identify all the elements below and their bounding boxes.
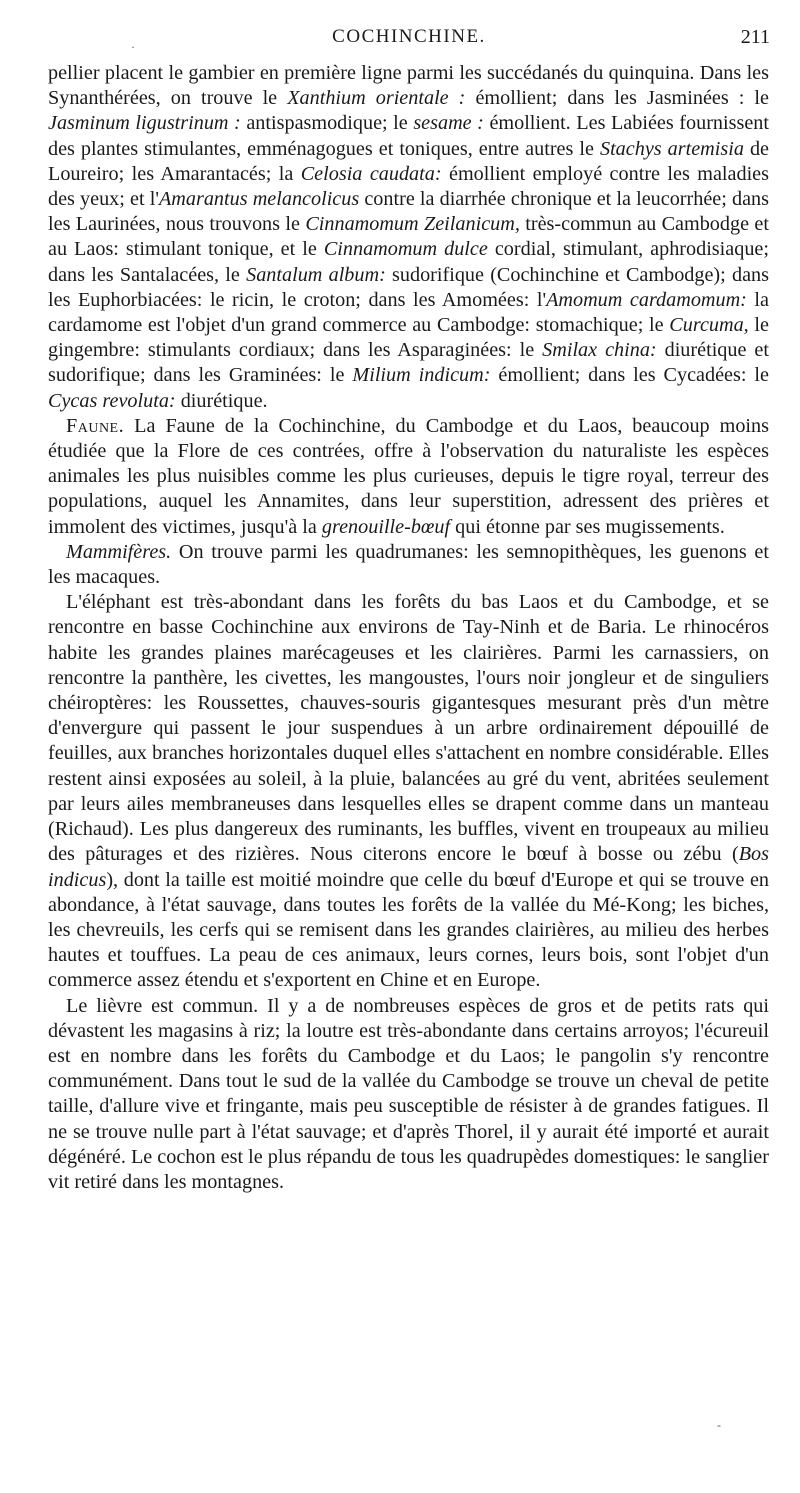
italic-term: Cycas revoluta:: [48, 389, 176, 412]
italic-term: grenouille-bœuf: [321, 515, 451, 538]
text-run: On trouve parmi les quadrumanes: les semnopithèques, les guenons et les macaques.: [48, 540, 769, 589]
text-run: émollient. Les Labiées fournissent des plantes stimulantes, emménagogues et toniques, entre autres le: [48, 112, 770, 160]
italic-term: Mammifères.: [66, 540, 172, 563]
text-run: émollient; dans les Cycadées: le: [490, 364, 770, 387]
italic-term: Smilax china:: [542, 339, 657, 362]
text-run: antispasmodique; le: [240, 112, 414, 135]
text-run: la cardamome est l'objet d'un grand commerce au Cambodge: stomachique; le: [48, 288, 769, 337]
italic-term: Milium indicum:: [352, 364, 491, 387]
italic-term: Cinnamomum Zeilanicum,: [305, 213, 520, 236]
text-run: cordial, stimulant, aphrodisiaque; dans les Santalacées, le: [48, 238, 769, 286]
paragraph: [48, 994, 769, 1196]
italic-term: Curcuma,: [669, 314, 749, 337]
text-run: diurétique et sudorifique; dans les Graminées: le: [48, 339, 769, 387]
running-title: COCHINCHINE.: [332, 26, 486, 47]
paragraph-mammiferes: [48, 540, 769, 590]
text-run: contre la diarrhée chronique et la leucorrhée; dans les Laurinées, nous trouvons le: [48, 188, 770, 236]
text-run: sudorifique (Cochinchine et Cambodge); dans les Euphorbiacées: le ricin, le croton; dans les Amomées: l': [48, 263, 769, 311]
italic-term: Amarantus melancolicus: [158, 188, 360, 211]
text-run: le gingembre: stimulants cordiaux; dans les Asparaginées: le: [48, 314, 769, 362]
text-run: diurétique.: [175, 389, 268, 412]
italic-term: Santalum album:: [246, 263, 386, 286]
text-run: qui étonne par ses mugissements.: [450, 515, 725, 538]
page-header: [48, 26, 770, 56]
italic-term: Celosia caudata:: [300, 162, 442, 185]
section-heading-inline: Faune.: [66, 414, 125, 437]
italic-term: sesame :: [413, 112, 484, 135]
paragraph: [48, 590, 769, 993]
print-speck: -: [717, 1418, 721, 1432]
text-run: émollient; dans les Jasminées : le: [465, 87, 769, 110]
italic-term: Cinnamomum dulce: [323, 238, 488, 261]
italic-term: Jasminum ligustrinum :: [48, 112, 241, 135]
text-run: émollient employé contre les maladies des yeux; et l': [48, 162, 769, 211]
text-run: La Faune de la Cochinchine, du Cambodge et du Laos, beaucoup moins étudiée que la Flore de ces contrées, offre à l'observation du naturaliste les espèces animales les plus nuisibles comme les plus curieuses, depuis le tigre royal, terreur des populations, auquel les Annamites, dans leur superstition, adressent des prières et immolent des victimes, jusqu'à la: [48, 414, 769, 538]
print-speck: ·: [131, 40, 135, 54]
italic-term: Xanthium orientale :: [287, 87, 466, 110]
text-run: très-commun au Cambodge et au Laos: stimulant tonique, et le: [48, 213, 769, 261]
text-run: pellier placent le gambier en première ligne parmi les succédanés du quinquina. Dans les Synanthérées, on trouve le: [48, 62, 769, 110]
italic-term: Amomum cardamomum:: [546, 288, 747, 311]
body-text: [48, 61, 769, 1195]
page-number: 211: [740, 26, 770, 48]
text-run: Le lièvre est commun. Il y a de nombreuses espèces de gros et de petits rats qui dévastent les magasins à riz; la loutre est très-abondante dans certains arroyos; l'écureuil est en nombre dans les forêts du Cambodge et du Laos; le pangolin s'y rencontre communément. Dans tout le sud de la vallée du Cambodge se trouve un cheval de petite taille, d'allure vive et fringante, mais peu susceptible de résister à de grandes fatigues. Il ne se trouve nulle part à l'état sauvage; et d'après Thorel, il y aurait été importé et aurait dégénéré. Le cochon est le plus répandu de tous les quadrupèdes domestiques: le sanglier vit retiré dans les montagnes.: [48, 994, 769, 1193]
italic-term: Bos indicus: [48, 843, 769, 891]
italic-term: Stachys artemisia: [599, 137, 744, 160]
text-run: L'éléphant est très-abondant dans les forêts du bas Laos et du Cambodge, et se rencontre en basse Cochinchine aux environs de Tay-Ninh et de Baria. Le rhinocéros habite les grandes plaines marécageuses et les clairières. Parmi les carnassiers, on rencontre la panthère, les civettes, les mangoustes, l'ours noir jongleur et de singuliers chéiroptères: les Roussettes, chauves-souris gigantesques mesurant près d'un mètre d'envergure qui passent le jour suspendues à un arbre ordinairement dépouillé de feuilles, aux branches horizontales duquel elles s'attachent en nombre considérable. Elles restent ainsi exposées au soleil, à la pluie, balancées au gré du vent, abritées seulement par leurs ailes membraneuses dans lesquelles elles se drapent comme dans un manteau (Richaud). Les plus dangereux des ruminants, les buffles, vivent en troupeaux au milieu des pâturages et des rizières. Nous citerons encore le bœuf à bosse ou zébu (: [48, 591, 769, 866]
text-run: ), dont la taille est moitié moindre que celle du bœuf d'Europe et qui se trouve en abondance, à l'état sauvage, dans toutes les forêts de la vallée du Mé-Kong; les biches, les chevreuils, les cerfs qui se remisent dans les grandes clairières, au milieu des herbes hautes et touffues. La peau de ces animaux, leurs cornes, leurs bois, sont l'objet d'un commerce assez étendu et s'exportent en Chine et en Europe.: [48, 868, 769, 992]
paragraph-faune: [48, 414, 769, 540]
paragraph: [48, 61, 769, 414]
text-run: de Loureiro; les Amarantacés; la: [48, 137, 769, 185]
